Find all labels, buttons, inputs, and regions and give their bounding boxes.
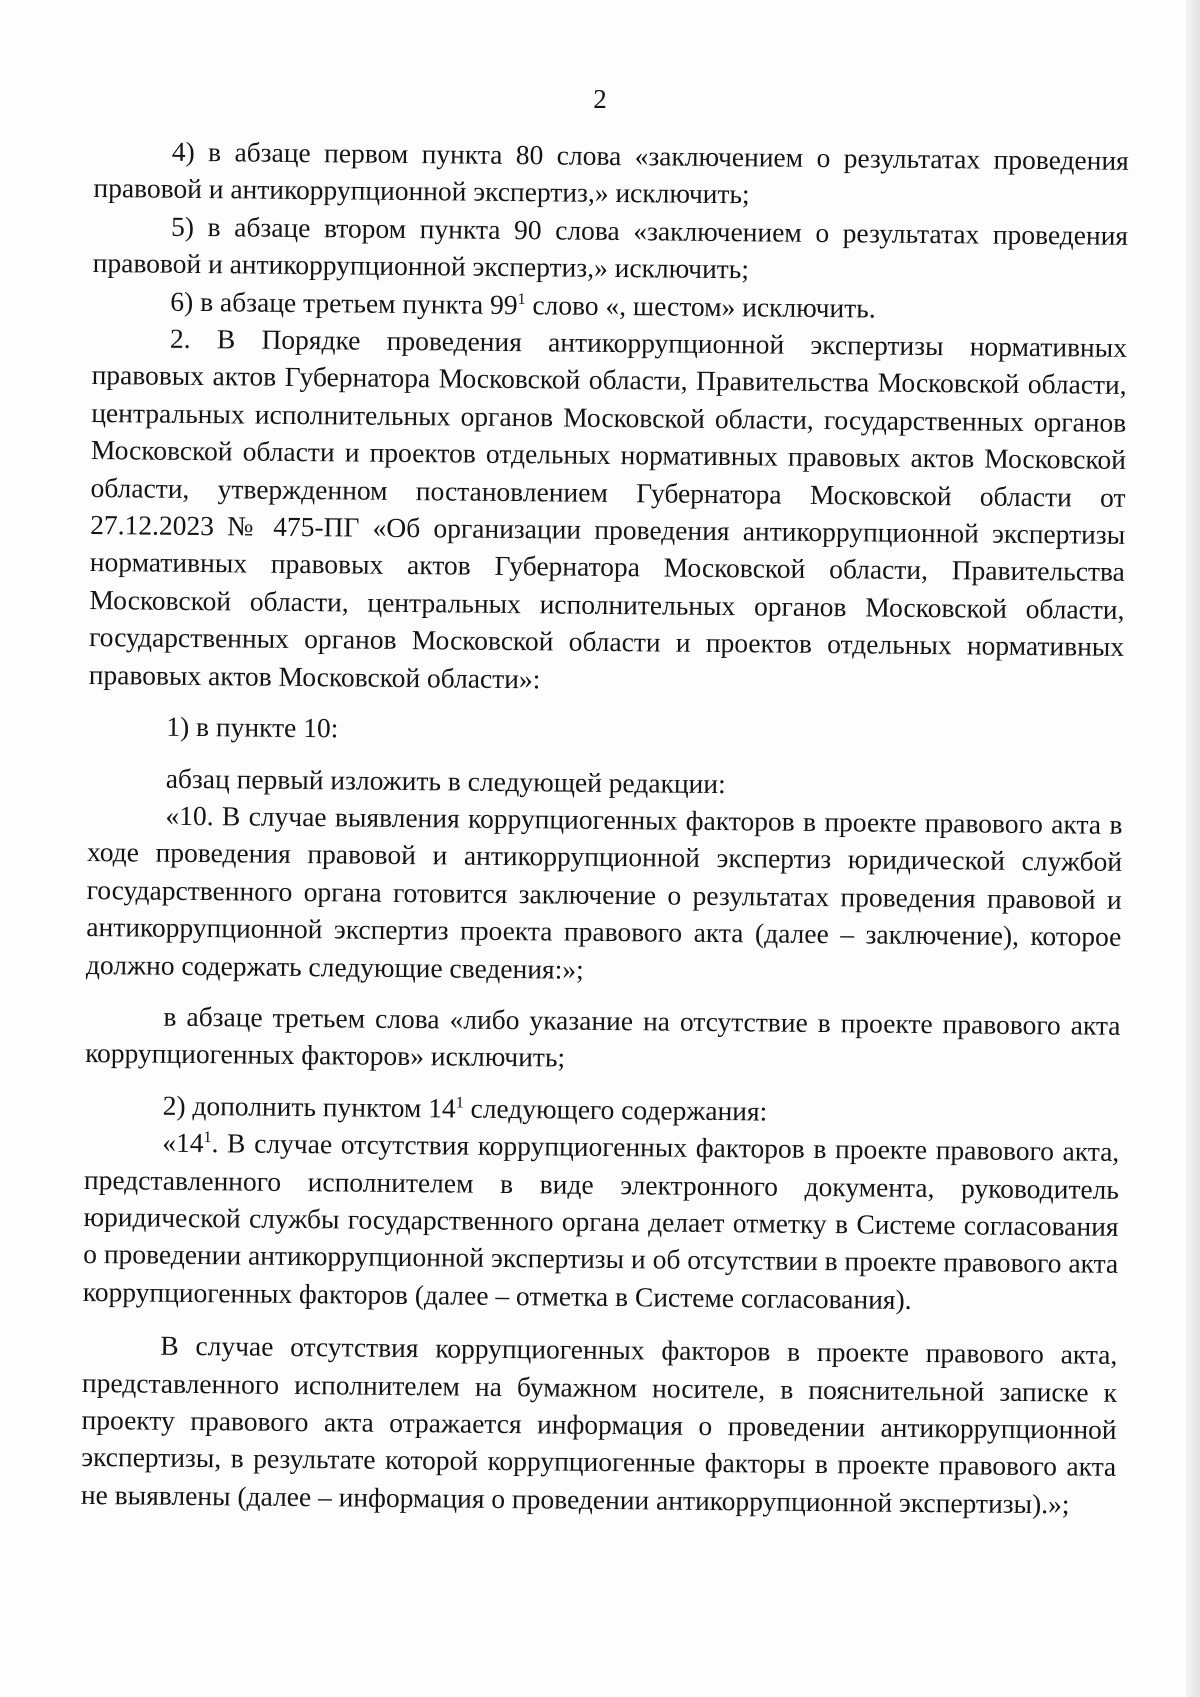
paragraph-first-abzac: абзац первый изложить в следующей редакции: xyxy=(165,762,726,799)
paragraph-quote-14-1 xyxy=(83,1123,1120,1320)
page-number: 2 xyxy=(593,84,607,114)
superscript: 1 xyxy=(203,1129,212,1147)
document-body xyxy=(81,132,1129,1523)
paragraph-text: . В случае отсутствия коррупциогенных факторов в проекте правового акта, представленного исполнителем в виде электронного документа, руководитель юридической службы государственного органа делает отметку в Системе согласования о проведении антикоррупционной экспертизы и об отсутствии в проекте правового акта коррупциогенных факторов (далее – отметка в Системе согласования). xyxy=(82,1127,1120,1315)
paragraph-text: следующего содержания: xyxy=(463,1092,768,1127)
paragraph-item-5: 5) в абзаце втором пункта 90 слова «заключением о результатах проведения правовой и антикоррупционной экспертиз,» исключить; xyxy=(92,210,1129,285)
paragraph-text: 2) дополнить пунктом 14 xyxy=(162,1089,456,1124)
scan-edge xyxy=(1186,0,1200,1697)
superscript: 1 xyxy=(517,290,526,308)
paragraph-text: 6) в абзаце третьем пункта 99 xyxy=(170,285,518,320)
paragraph-subitem-1: 1) в пункте 10: xyxy=(166,710,339,744)
paragraph-third-abzac: в абзаце третьем слова «либо указание на отсутствие в проекте правового акта коррупциогенных факторов» исключить; xyxy=(85,1000,1121,1073)
paragraph-text: слово «, шестом» исключить. xyxy=(525,288,876,324)
paragraph-section-2: 2. В Порядке проведения антикоррупционной экспертизы нормативных правовых актов Губернатора Московской области, Правительства Московской области, центральных исполнительных органов Московской области, государственных органов Московской области и проектов отдельных нормативных правовых актов Московской области, утвержденном постановлением Губернатора Московской области от 27.12.2023 № 475-ПГ «Об организации проведения антикоррупционной экспертизы нормативных правовых актов Губернатора Московской области, Правительства Московской области, центральных исполнительных органов Московской области, государственных органов Московской области и проектов отдельных нормативных правовых актов Московской области»: xyxy=(88,322,1128,694)
paragraph-text: «14 xyxy=(162,1126,204,1159)
paragraph-quote-10: «10. В случае выявления коррупциогенных факторов в проекте правового акта в ходе проведения правовой и антикоррупционной экспертиз юридической службой государственного органа готовится заключение о результатах проведения правовой и антикоррупционной экспертиз проекта правового акта (далее – заключение), которое должно содержать следующие сведения:»; xyxy=(85,799,1123,985)
paragraph-paper-case: В случае отсутствия коррупциогенных факторов в проекте правового акта, представленного исполнителем на бумажном носителе, в пояснительной записке к проекту правового акта отражается информация о проведении антикоррупционной экспертизы, в результате которой коррупциогенные факторы в проекте правового акта не выявлены (далее – информация о проведении антикоррупционной экспертизы).»; xyxy=(80,1329,1118,1520)
paragraph-item-4: 4) в абзаце первом пункта 80 слова «заключением о результатах проведения правовой и антикоррупционной экспертиз,» исключить; xyxy=(93,135,1129,210)
superscript: 1 xyxy=(455,1094,464,1112)
